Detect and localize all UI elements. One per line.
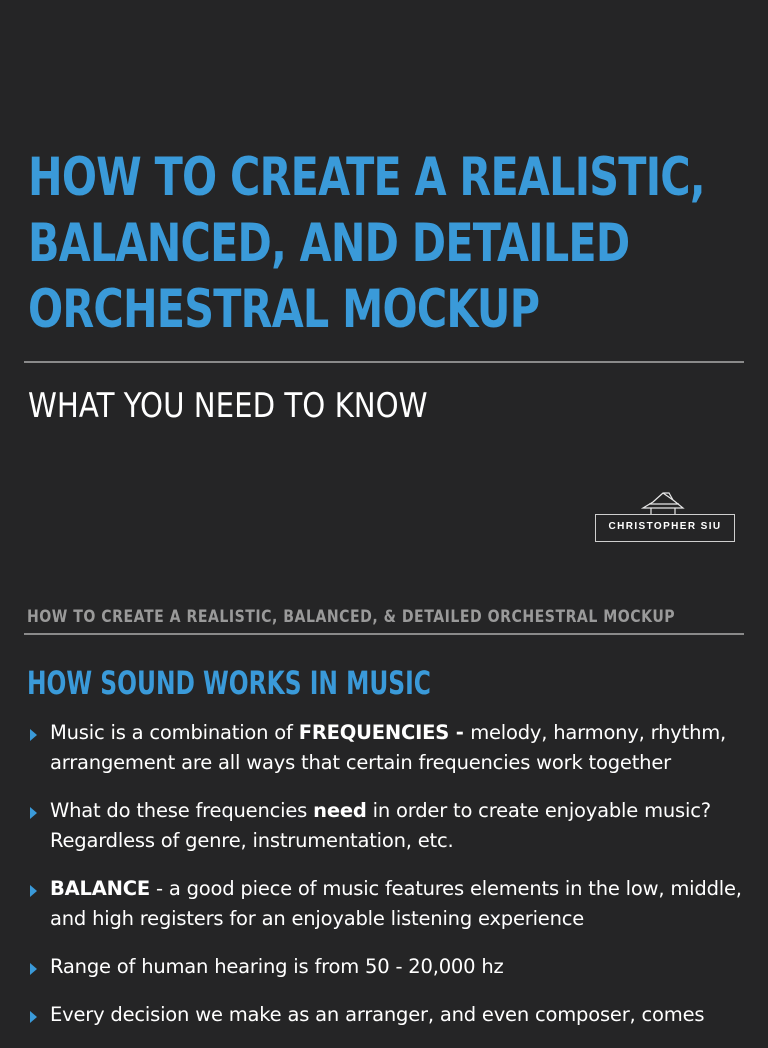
list-item <box>27 718 747 778</box>
bullet-text <box>50 952 747 982</box>
title-divider <box>24 361 744 363</box>
bullet-text-part: Every decision we make as an arranger, and even composer, comes <box>50 1003 705 1026</box>
bullet-emphasis: FREQUENCIES - <box>298 721 471 744</box>
bullet-text-part: - a good piece of music features elements in the low, middle, and high registers for an enjoyable listening experience <box>50 877 742 930</box>
bullet-arrow-icon <box>30 807 37 819</box>
bullet-arrow-icon <box>30 963 37 975</box>
bullet-text-part: melody, harmony, rhythm, arrangement are all ways that certain frequencies work together <box>50 721 727 774</box>
bullet-text <box>50 718 747 778</box>
list-item <box>27 1000 747 1030</box>
list-item <box>27 796 747 856</box>
author-logo <box>595 490 735 542</box>
header-divider <box>24 633 744 635</box>
bullet-list <box>27 718 747 1048</box>
bullet-text <box>50 1000 747 1030</box>
list-item <box>27 874 747 934</box>
piano-icon <box>639 490 691 516</box>
slide-subtitle: WHAT YOU NEED TO KNOW <box>28 386 428 426</box>
bullet-text-part: Range of human hearing is from 50 - 20,000 hz <box>50 955 504 978</box>
bullet-text <box>50 796 747 856</box>
bullet-text-part: What do these frequencies <box>50 799 314 822</box>
author-name: CHRISTOPHER SIU <box>608 521 722 532</box>
slide-title <box>28 145 705 343</box>
bullet-emphasis: need <box>313 799 367 822</box>
bullet-arrow-icon <box>30 885 37 897</box>
bullet-text-part: Music is a combination of <box>50 721 299 744</box>
slide-header: HOW TO CREATE A REALISTIC, BALANCED, & DETAILED ORCHESTRAL MOCKUP <box>27 607 676 627</box>
list-item <box>27 952 747 982</box>
bullet-emphasis: BALANCE <box>50 877 151 900</box>
slide-title-line: HOW TO CREATE A REALISTIC, <box>28 147 705 208</box>
bullet-arrow-icon <box>30 729 37 741</box>
bullet-text-part: in order to create enjoyable music? Regardless of genre, instrumentation, etc. <box>50 799 711 852</box>
bullet-arrow-icon <box>30 1011 37 1023</box>
slide-title-line: BALANCED, AND DETAILED <box>28 213 630 274</box>
bullet-text <box>50 874 747 934</box>
section-title: HOW SOUND WORKS IN MUSIC <box>27 664 431 702</box>
slide-title-line: ORCHESTRAL MOCKUP <box>28 279 540 340</box>
